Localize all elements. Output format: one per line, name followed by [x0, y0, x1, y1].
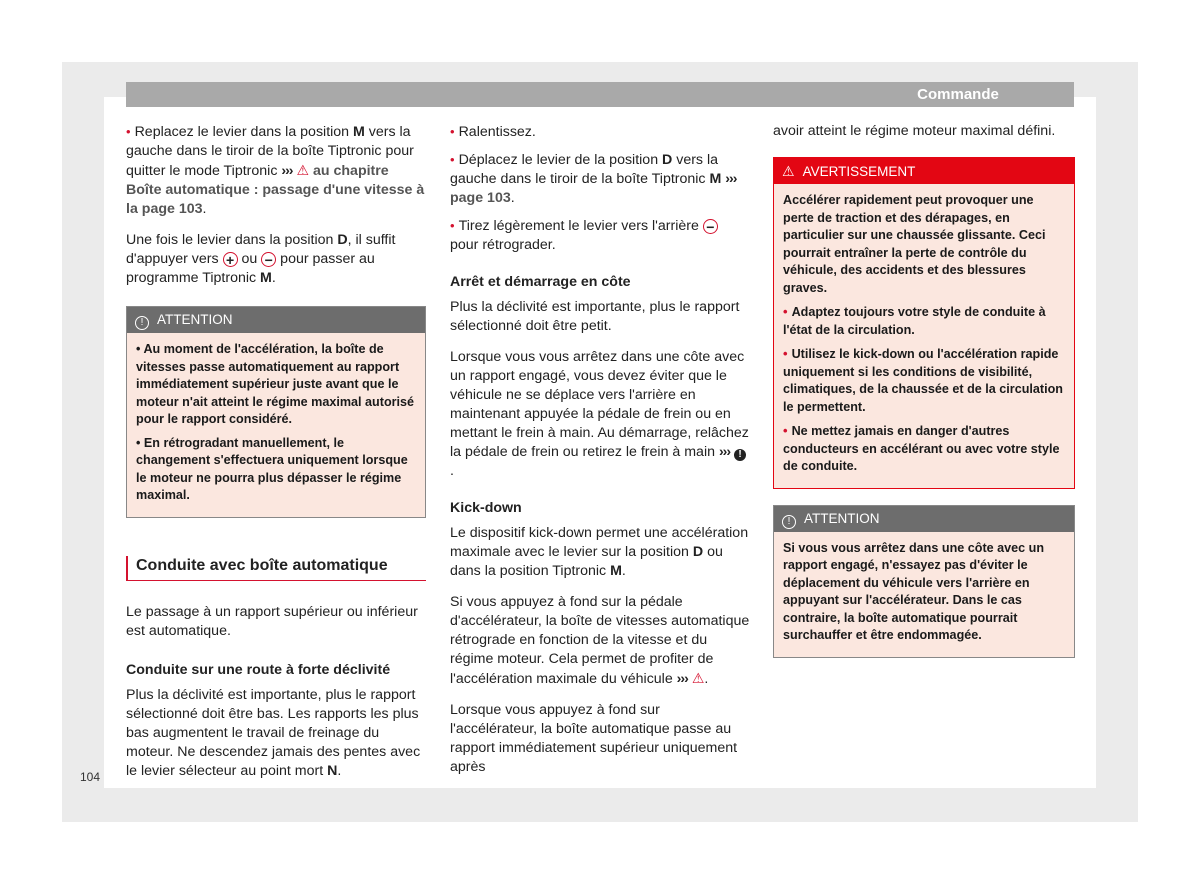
attention-box-header: ! ATTENTION [127, 307, 425, 333]
subheading: Conduite sur une route à forte déclivité [126, 661, 391, 678]
warning-triangle-icon: ⚠ [691, 670, 705, 686]
bullet-icon: • [783, 304, 788, 319]
warning-triangle-icon: ⚠ [782, 163, 795, 179]
paragraph: avoir atteint le régime moteur maximal défini. [773, 123, 1056, 139]
minus-circle-icon: − [261, 252, 276, 267]
bullet-icon: • [783, 346, 788, 361]
attention-box-body [774, 532, 1074, 657]
attention-item: • En rétrogradant manuellement, le changement s'effectuera uniquement lorsque le moteur ne pourra plus dépasser le régime maximal. [136, 435, 408, 502]
subheading: Arrêt et démarrage en côte [450, 274, 631, 290]
warning-triangle-icon: ⚠ [296, 162, 310, 178]
paragraph: Le passage à un rapport supérieur ou inférieur est automatique. [126, 603, 418, 639]
cross-reference-link[interactable]: page 103 [450, 190, 511, 206]
instruction-bullet: • Déplacez le levier de la position D vers la gauche dans le tiroir de la boîte Tiptronic M ››› page 103. [450, 152, 737, 206]
page-number: 104 [80, 770, 101, 784]
bullet-icon: • [450, 124, 455, 139]
paragraph: Une fois le levier dans la position D, il suffit d'appuyer vers + ou − pour passer au programme Tiptronic M. [126, 232, 396, 286]
column-3 [773, 122, 1075, 670]
warning-item: • Utilisez le kick-down ou l'accélération rapide uniquement si les conditions de visibilité, climatiques, de la chaussée et de la circulation le permettent. [783, 346, 1063, 414]
paragraph: Plus la déclivité est importante, plus le rapport sélectionné doit être petit. [450, 299, 740, 334]
paragraph: Lorsque vous appuyez à fond sur l'accélérateur, la boîte automatique passe au rapport immédiatement supérieur uniquement après [450, 702, 738, 775]
header-bar [126, 82, 1074, 107]
column-2 [450, 122, 750, 789]
instruction-bullet: • Ralentissez. [450, 124, 536, 140]
cross-reference-arrows: ››› [725, 171, 737, 187]
minus-circle-icon: − [703, 219, 718, 234]
attention-note-icon: ! [734, 449, 746, 461]
header-title: Commande [917, 86, 999, 103]
cross-reference-arrows: ››› [676, 671, 688, 687]
warning-text: Accélérer rapidement peut provoquer une perte de traction et des dérapages, en particulier sur une chaussée glissante. Ceci pourrait entraîner la perte de contrôle du véhicule, des accidents et des blessures graves. [783, 193, 1046, 295]
section-title: Conduite avec boîte automatique [126, 556, 426, 581]
cross-reference-arrows: ››› [718, 444, 731, 460]
warning-box [773, 157, 1075, 489]
paragraph: Le dispositif kick-down permet une accélération maximale avec le levier sur la position D ou dans la position Tiptronic M. [450, 525, 749, 579]
attention-text: Si vous vous arrêtez dans une côte avec un rapport engagé, n'essayez pas d'éviter le déplacement du véhicule vers l'arrière en appuyant sur l'accélérateur. Dans le cas contraire, la boîte automatique pourrait surchauffer et être endommagée. [783, 540, 1045, 642]
attention-icon: ! [782, 515, 796, 529]
warning-item: • Ne mettez jamais en danger d'autres conducteurs en accélérant ou avec votre style de conduite. [783, 423, 1060, 473]
bullet-icon: • [450, 218, 455, 233]
attention-item: • Au moment de l'accélération, la boîte de vitesses passe automatiquement au rapport immédiatement supérieur juste avant que le moteur n'ait atteint le régime maximal autorisé pour le rapport considéré. [136, 342, 415, 426]
plus-circle-icon: + [223, 252, 238, 267]
column-1 [126, 122, 426, 793]
paragraph: Si vous appuyez à fond sur la pédale d'accélérateur, la boîte de vitesses automatique rétrograde en fonction de la vitesse et du régime moteur. Cela permet de profiter de l'accélération maximale du véhicule ››› ⚠. [450, 594, 750, 687]
subheading: Kick-down [450, 500, 522, 516]
cross-reference-arrows: ››› [281, 163, 293, 179]
attention-box [126, 306, 426, 518]
paragraph: Lorsque vous vous arrêtez dans une côte avec un rapport engagé, vous devez éviter que le véhicule ne se déplace vers l'arrière en maintenant appuyée la pédale de frein ou en mettant le frein à main. Au démarrage, relâchez la pédale de frein ou retirez le frein à main ››› !. [450, 349, 749, 479]
attention-box-header: ! ATTENTION [774, 506, 1074, 532]
warning-box-header: ⚠ AVERTISSEMENT [774, 158, 1074, 184]
paragraph: Plus la déclivité est importante, plus le rapport sélectionné doit être bas. Les rapports les plus bas augmentent le travail de freinage du moteur. Ne descendez jamais des pentes avec le levier sélecteur au point mort N. [126, 686, 421, 779]
attention-icon: ! [135, 316, 149, 330]
instruction-bullet: • Replacez le levier dans la position M vers la gauche dans le tiroir de la boîte Tiptronic pour quitter le mode Tiptronic ››› ⚠ au chapitre Boîte automatique : passage d'une vitesse à la page 103. [126, 124, 425, 217]
attention-box [773, 505, 1075, 658]
warning-box-body [774, 184, 1074, 488]
bullet-icon: • [783, 423, 788, 438]
instruction-bullet: • Tirez légèrement le levier vers l'arrière − pour rétrograder. [450, 216, 750, 255]
warning-item: • Adaptez toujours votre style de conduite à l'état de la circulation. [783, 304, 1046, 337]
bullet-icon: • [126, 124, 131, 139]
cross-reference-link[interactable]: au chapitre Boîte automatique : passage d'une vitesse à la page 103 [126, 163, 425, 217]
bullet-icon: • [450, 152, 455, 167]
attention-box-body [127, 333, 425, 517]
